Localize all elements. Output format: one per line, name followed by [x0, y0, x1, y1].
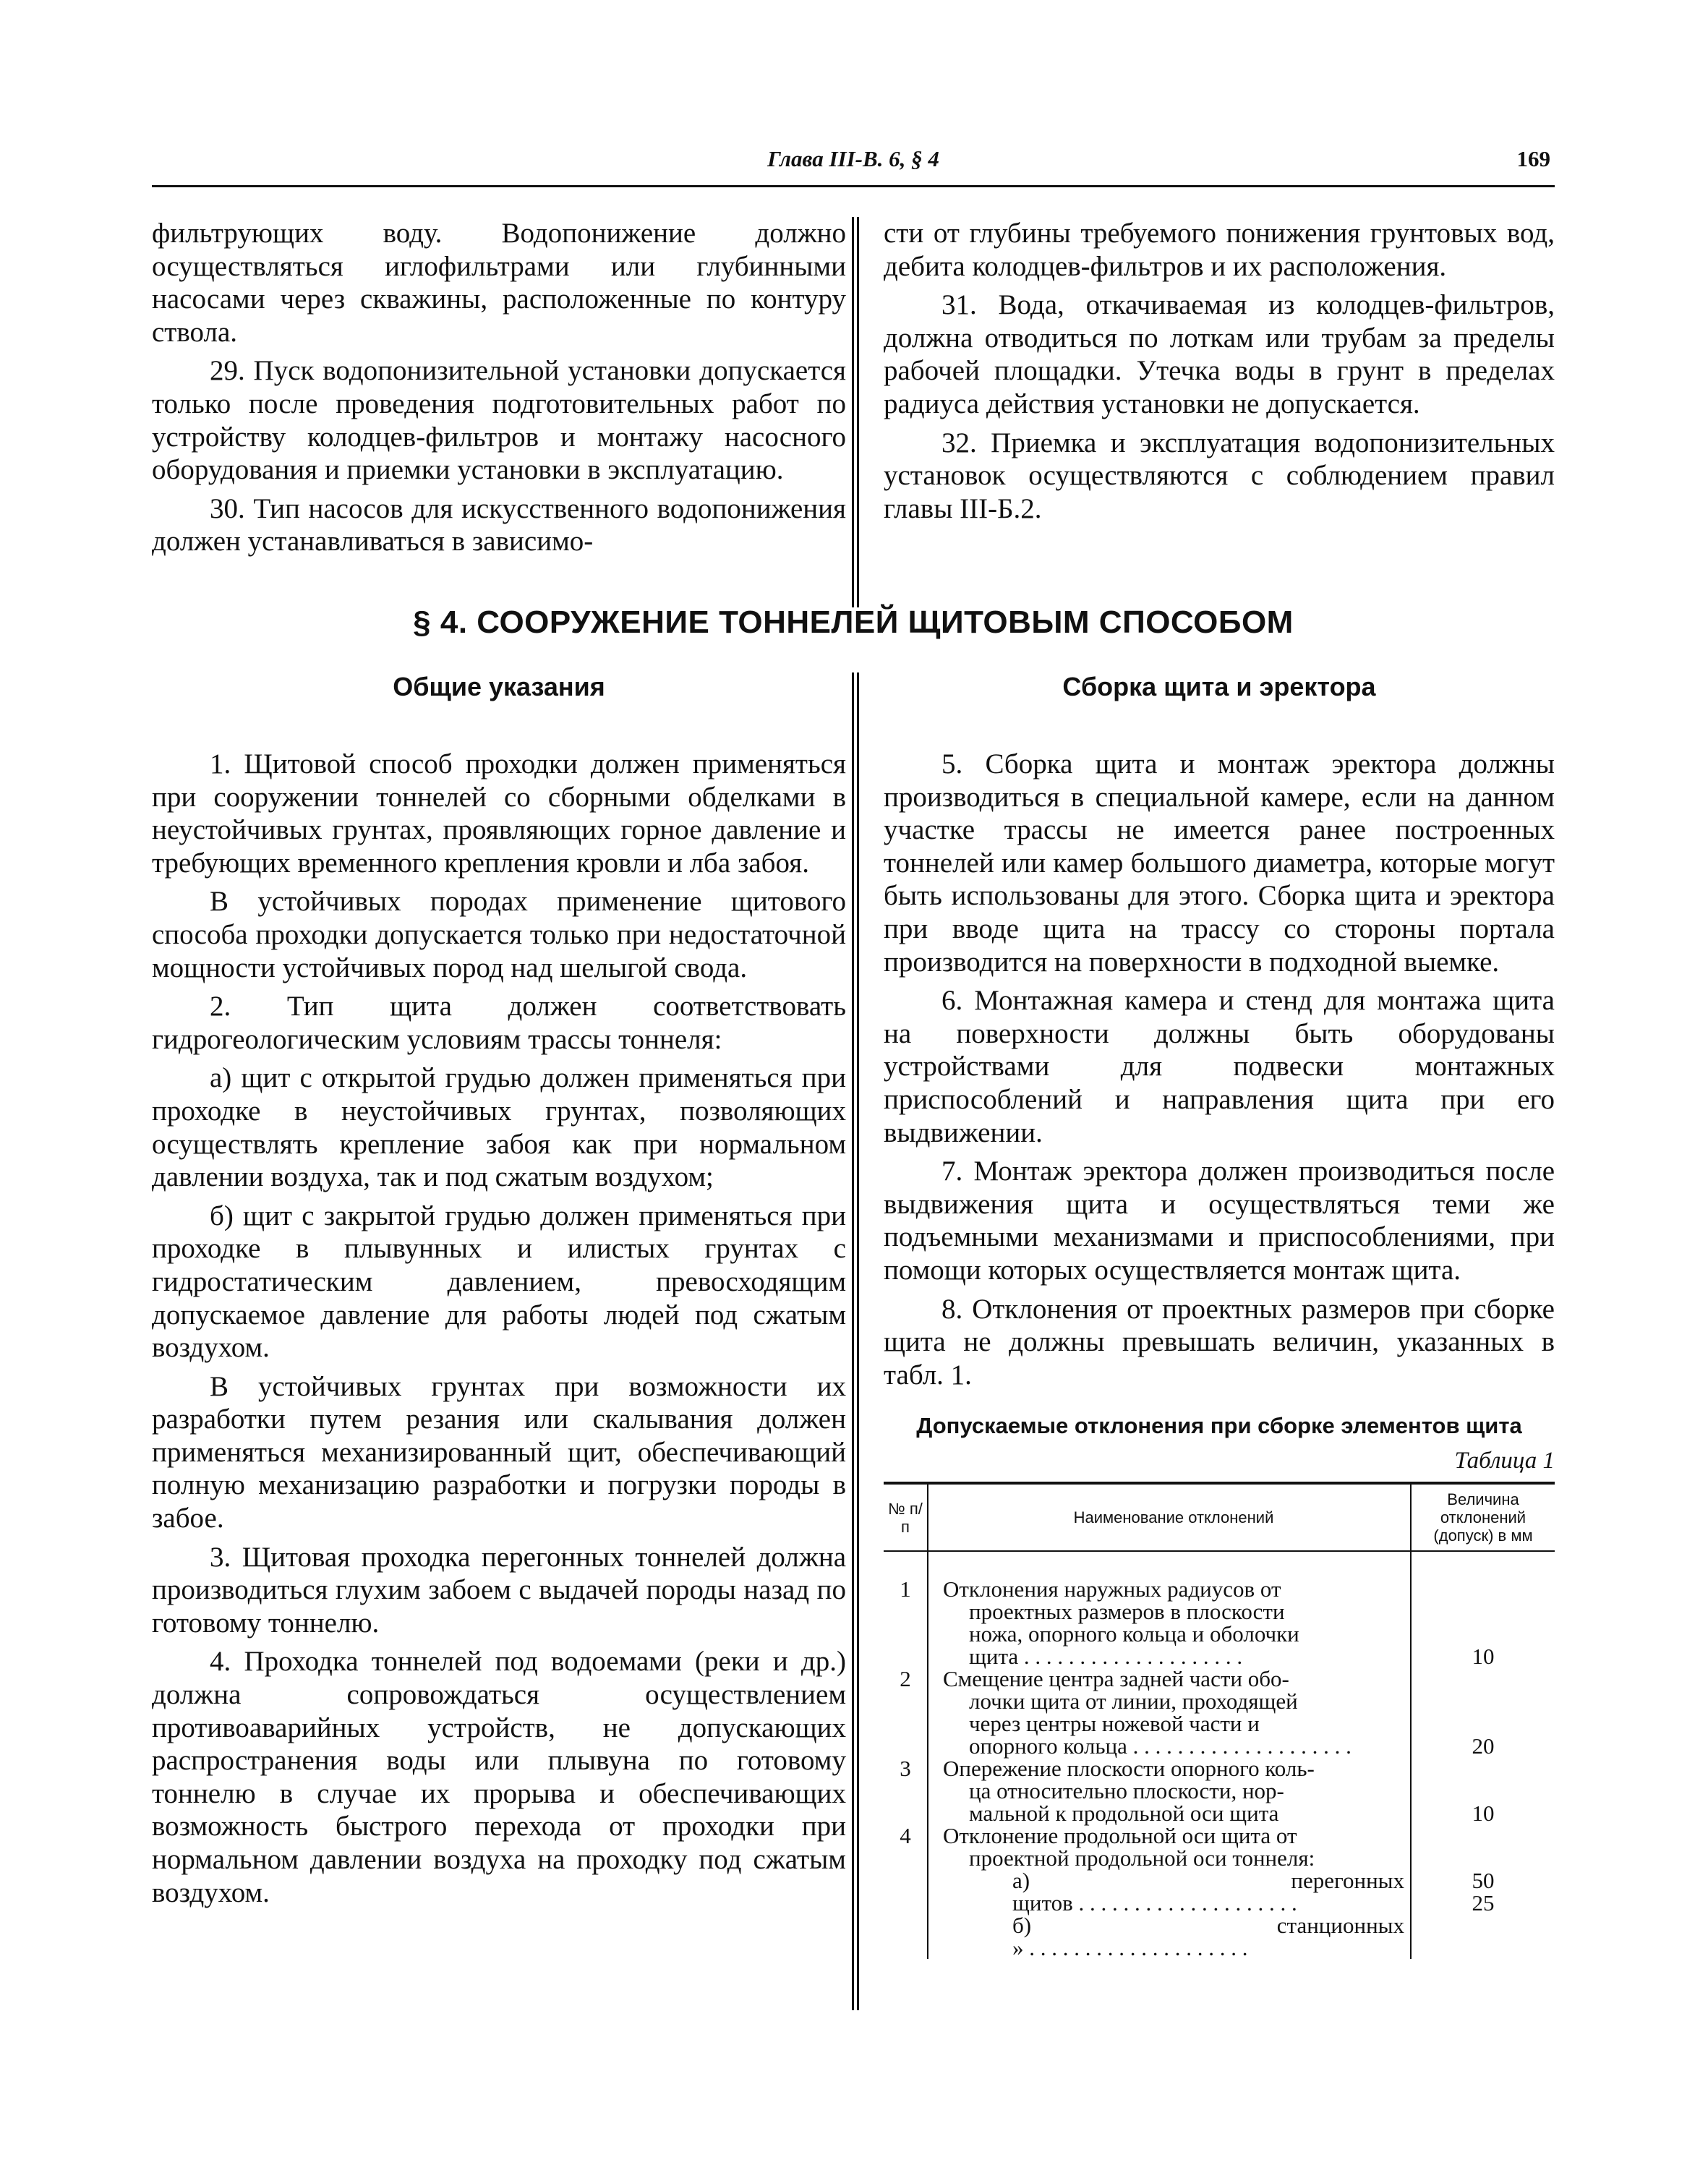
row-num: 4 [884, 1824, 928, 1959]
name-line [943, 1644, 1404, 1670]
paragraph: В устойчивых грунтах при возможности их разработки путем резания или скалывания должен применяться механизированный щит, обеспечивающий полную механизацию разработки и погрузки породы в забое. [152, 1370, 846, 1534]
paragraph: 1. Щитовой способ проходки должен применяться при сооружении тоннелей со сборными обделками в неустойчивых грунтах, проявляющих горное давление и требующих временного крепления кровли и лба забоя. [152, 748, 846, 879]
name-line: мальной к продольной оси щита [969, 1801, 1279, 1827]
paragraph: 8. Отклонения от проектных размеров при сборке щита не должны превышать величин, указанных в табл. 1. [884, 1293, 1555, 1391]
paragraph: фильтрующих воду. Водопонижение должно осуществляться иглофильтрами или глубинными насосами через скважины, расположенные по контуру ствола. [152, 218, 846, 348]
running-header [152, 143, 1555, 187]
main-columns [152, 672, 1555, 2010]
row-num: 3 [884, 1757, 928, 1824]
left-heading: Общие указания [393, 672, 605, 701]
left-column [152, 672, 846, 1909]
name-line: Опережение плоскости опорного коль- [943, 1756, 1315, 1782]
paragraph: 6. Монтажная камера и стенд для монтажа щита на поверхности должны быть оборудованы устройствами для подвески монтажных приспособлений и направления щита при его выдвижении. [884, 985, 1555, 1148]
name-line: через центры ножевой части и [969, 1711, 1260, 1737]
running-title: Глава III-В. 6, § 4 [767, 146, 939, 171]
section-title: § 4. СООРУЖЕНИЕ ТОННЕЛЕЙ ЩИТОВЫМ СПОСОБОМ [413, 605, 1294, 640]
col-header-value: Величина отклонений (допуск) в мм [1411, 1483, 1555, 1551]
table-row [884, 1551, 1555, 1667]
row-num: 2 [884, 1667, 928, 1757]
col-header-name: Наименование отклонений [928, 1483, 1411, 1551]
paragraph: 4. Проходка тоннелей под водоемами (реки и др.) должна сопровождаться осуществлением противоаварийных устройств, не допускающих распространения воды или плывуна по готовому тоннелю в случае их прорыва и обеспечивающих возможность быстрого перехода от проходки при нормальном давлении воздуха на проходку под сжатым воздухом. [152, 1646, 846, 1908]
name-line: проектной продольной оси тоннеля: [969, 1845, 1315, 1871]
row-value [1411, 1551, 1555, 1670]
paragraph: 31. Вода, откачиваемая из колодцев-фильтров, должна отводиться по лоткам или трубам за пределы рабочей площадки. Утечка воды в грунт в пределах радиуса действия установки не допускается. [884, 289, 1555, 419]
paragraph: 30. Тип насосов для искусственного водопонижения должен устанавливаться в зависимо- [152, 492, 846, 558]
dot-leader: б) станционных » . . . [1012, 1913, 1404, 1960]
paragraph: 5. Сборка щита и монтаж эректора должны производиться в специальной камере, если на данном участке трассы не имеется ранее построенных тоннелей или камер большого диаметра, которые могут быть использованы для этого. Сборка щита и эректора при вводе щита на трассу со стороны портала производится на поверхности в подходной выемке. [884, 748, 1555, 978]
row-num: 1 [884, 1551, 928, 1667]
row-name [928, 1756, 1411, 1827]
dot-leader: опорного кольца . . . [969, 1733, 1352, 1759]
paragraph: сти от глубины требуемого понижения грунтовых вод, дебита колодцев-фильтров и их расположения. [884, 218, 1555, 282]
right-column [884, 672, 1555, 1959]
name-line: ца относительно плоскости, нор- [969, 1778, 1284, 1804]
top-left-column [152, 217, 846, 558]
right-heading: Сборка щита и эректора [1062, 672, 1376, 701]
name-line [943, 1735, 1404, 1757]
row-name [928, 1551, 1411, 1670]
name-line [943, 1869, 1404, 1914]
top-columns [152, 217, 1555, 607]
name-line [943, 1914, 1404, 1959]
col-header-num: № п/п [884, 1483, 928, 1551]
table-header-row [884, 1483, 1555, 1551]
name-line: Смещение центра задней части обо- [943, 1666, 1289, 1692]
row-name [928, 1667, 1411, 1757]
deviation-table [884, 1482, 1555, 1959]
table-row [884, 1667, 1555, 1757]
dot-leader: а) перегонных щитов . . . [1012, 1868, 1404, 1916]
row-value [1411, 1824, 1555, 1959]
table-caption: Допускаемые отклонения при сборке элементов щита [916, 1413, 1522, 1439]
column-divider [852, 217, 859, 607]
row-value [1411, 1757, 1555, 1827]
name-line: Отклонения наружных радиусов от [943, 1576, 1281, 1602]
top-right-column [884, 217, 1555, 525]
paragraph: 29. Пуск водопонизительной установки допускается только после проведения подготовительных работ по устройству колодцев-фильтров и монтажу насосного оборудования и приемки установки в эксплуатацию. [152, 355, 846, 486]
paragraph: а) щит с открытой грудью должен применяться при проходке в неустойчивых грунтах, позволяющих осуществлять крепление забоя как при нормальном давлении воздуха, так и под сжатым воздухом; [152, 1062, 846, 1193]
paragraph: 7. Монтаж эректора должен производиться после выдвижения щита и осуществляться теми же подъемными механизмами и приспособлениями, при помощи которых осуществляется монтаж щита. [884, 1156, 1555, 1286]
value-text: 50 [1472, 1868, 1495, 1894]
paragraph: б) щит с закрытой грудью должен применяться при проходке в плывунных и илистых грунтах с гидростатическим давлением, превосходящим допускаемое давление для работы людей под сжатым воздухом. [152, 1200, 846, 1364]
name-line: Отклонение продольной оси щита от [943, 1823, 1297, 1849]
paragraph: В устойчивых породах применение щитового способа проходки допускается только при недостаточной мощности устойчивых пород над шелыгой свода. [152, 886, 846, 983]
paragraph: 3. Щитовая проходка перегонных тоннелей должна производиться глухим забоем с выдачей породы назад по готовому тоннелю. [152, 1541, 846, 1639]
table-row [884, 1757, 1555, 1824]
name-line: лочки щита от линии, проходящей [969, 1688, 1298, 1714]
name-line: ножа, опорного кольца и оболочки [969, 1621, 1299, 1647]
page-number: 169 [1516, 146, 1550, 171]
row-name [928, 1824, 1411, 1959]
paragraph: 2. Тип щита должен соответствовать гидрогеологическим условиям трассы тоннеля: [152, 991, 846, 1055]
table-row [884, 1824, 1555, 1959]
table-number: Таблица 1 [1454, 1448, 1555, 1474]
column-divider [852, 672, 859, 2010]
value-text: 20 [1472, 1733, 1495, 1759]
value-text: 10 [1472, 1801, 1495, 1827]
value-text: 10 [1472, 1644, 1495, 1670]
paragraph: 32. Приемка и эксплуатация водопонизительных установок осуществляются с соблюдением правил главы III-Б.2. [884, 427, 1555, 524]
value-text: 25 [1472, 1890, 1495, 1916]
row-value [1411, 1667, 1555, 1757]
dot-leader: щита . . . [969, 1644, 1242, 1669]
name-line: проектных размеров в плоскости [969, 1599, 1285, 1625]
